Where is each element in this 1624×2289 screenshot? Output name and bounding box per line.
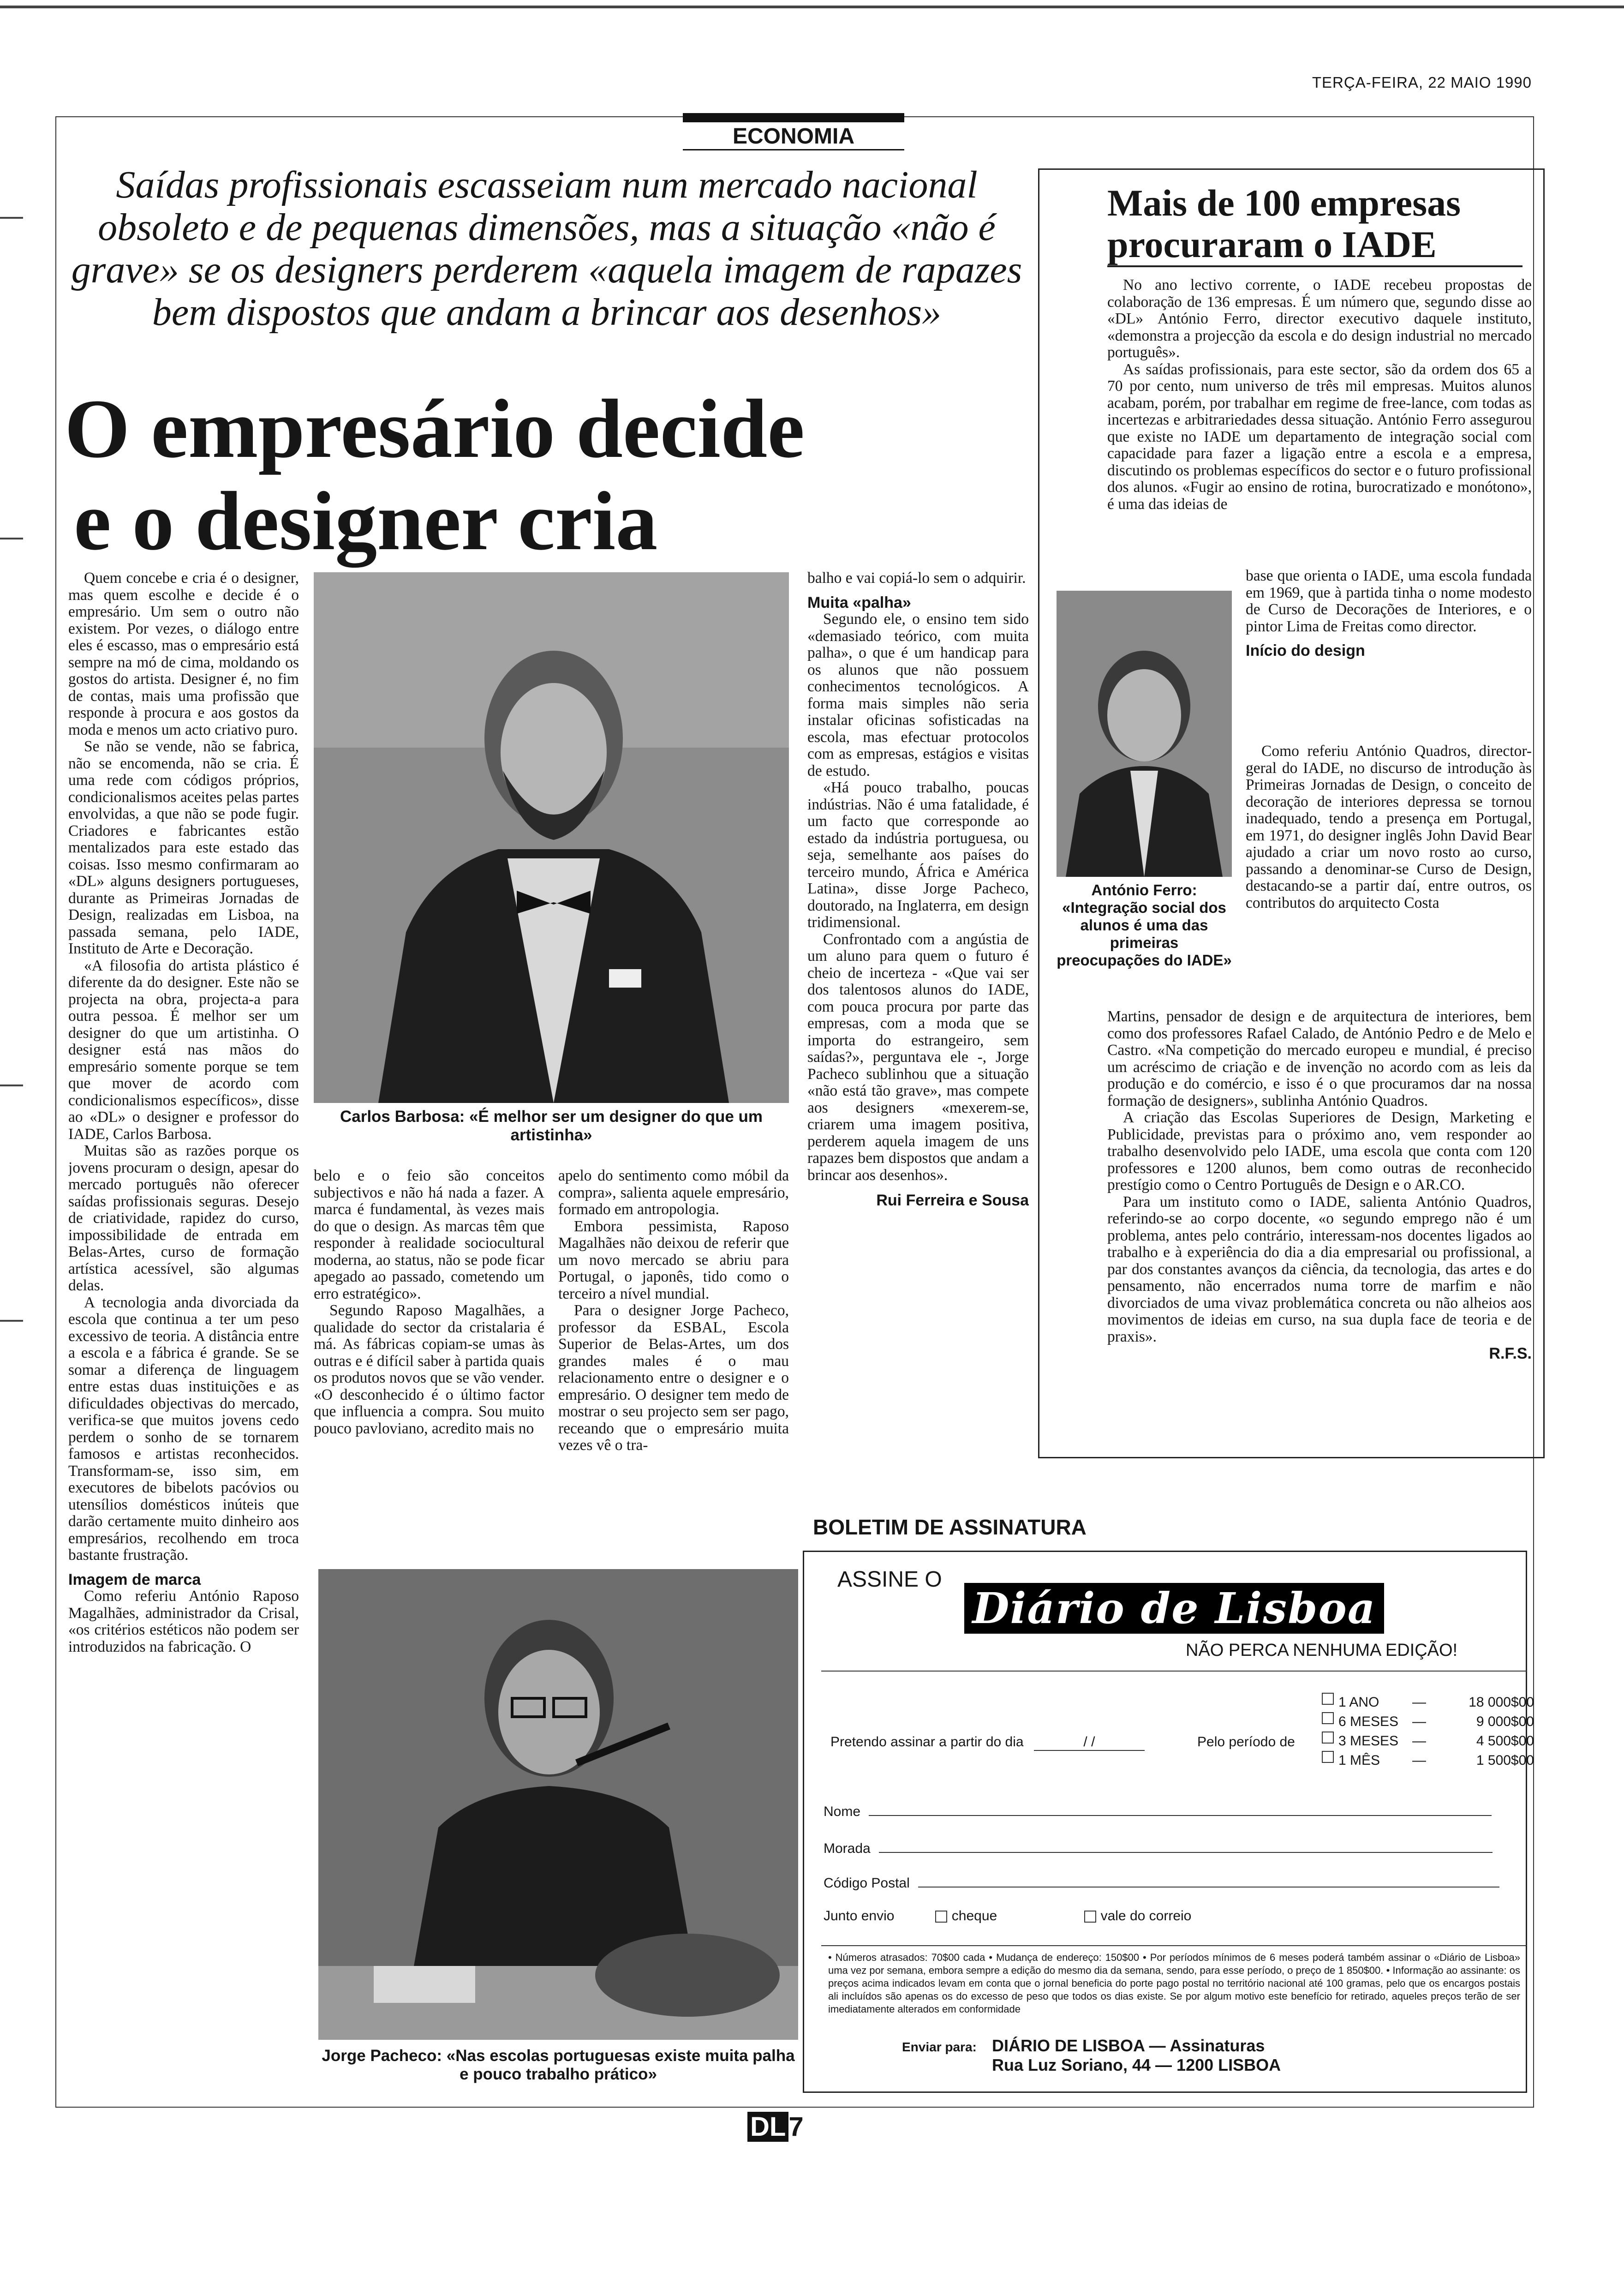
sidebar-title-rule xyxy=(1107,265,1522,267)
article-deck: Saídas profissionais escasseiam num mercado nacional obsoleto e de pequenas dimensões, mas a situação «não é grave» se os designers perderem «aquela imagem de rapazes bem dispostos que andam a brincar aos desenhos» xyxy=(71,163,1022,334)
vale-label: vale do correio xyxy=(1100,1908,1192,1923)
page-folio xyxy=(747,2111,804,2142)
margin-mark xyxy=(0,1085,23,1086)
paragraph: Para um instituto como o IADE, salienta António Quadros, referindo-se ao corpo docente, «o segundo emprego não é um problema, antes pelo contrário, interessam-nos docentes ligados ao trabalho e à experiência do dia a dia empresarial ou profissional, a par dos constantes avanços da ciência, da tecnologia, das artes e do pensamento, não encerrados numa torre de marfim e não divorciados de uma vivaz problemática concreta ou não alheios aos movimentos de ideias em curso, na sua dupla face de teoria e de praxis». xyxy=(1107,1193,1532,1345)
paragraph: Como referiu António Raposo Magalhães, administrador da Crisal, «os critérios estéticos não podem ser introduzidos na fabricação. O xyxy=(68,1588,299,1655)
paragraph: Martins, pensador de design e de arquitectura de interiores, bem como dos professores Rafael Calado, de António Pedro e de Melo e Castro. «Na competição do mercado europeu e mundial, é preciso um acréscimo de criação e de invenção no acordo com as leis da produção e do comércio, e isso é o que procuramos dar na nossa formação de designers», sublinha António Quadros. xyxy=(1107,1008,1532,1109)
diario-de-lisboa-logo: Diário de Lisboa xyxy=(964,1583,1384,1634)
paragraph: balho e vai copiá-lo sem o adquirir. xyxy=(807,570,1026,587)
subscription-assine: ASSINE O xyxy=(837,1567,942,1592)
paragraph: A tecnologia anda divorciada da escola que continua a ter um peso excessivo de teoria. A distância entre a escola e a fábrica é grande. Se se somar a diferença de linguagem entre estas duas instituições e as dificuldades objectivas do mercado, verifica-se que muitos jovens cedo perdem o sonho de se tornarem famosos e artistas reconhecidos. Transformam-se, isso sim, em executores de bibelots pacóvios ou utensílios domésticos inúteis que darão certamente muito dinheiro aos empresários, recolhendo em troca bastante frustração. xyxy=(68,1294,299,1564)
address-label: Morada xyxy=(824,1841,871,1856)
margin-mark xyxy=(0,217,23,219)
start-date-field[interactable]: / / xyxy=(1034,1734,1145,1751)
address-row xyxy=(824,1839,1529,1857)
checkbox-1-ano[interactable] xyxy=(1322,1693,1334,1705)
checkbox-6-meses[interactable] xyxy=(1322,1712,1334,1724)
subscription-title: BOLETIM DE ASSINATURA xyxy=(813,1515,1087,1539)
page-date: TERÇA-FEIRA, 22 MAIO 1990 xyxy=(1312,74,1532,91)
photo-caption-jorge-pacheco: Jorge Pacheco: «Nas escolas portuguesas existe muita palha e pouco trabalho prático» xyxy=(322,2047,795,2083)
name-field[interactable] xyxy=(869,1802,1492,1816)
paragraph: As saídas profissionais, para este sector, são da ordem dos 65 a 70 por cento, num universo de três mil empresas. Muitos alunos acabam, porém, por trabalhar em regime de free-lance, com todas as incertezas e arbitrariedades dessa situação. António Ferro assegurou que existe no IADE um departamento de integração social com capacidade para fazer a ligação entre a escola e a empresa, discutindo os problemas específicos do sector e o futuro profissional dos alunos. «Fugir ao ensino de rotina, burocratizado e monótono», é uma das ideias de xyxy=(1107,360,1532,513)
photo-antonio-ferro xyxy=(1057,591,1232,877)
paragraph: Se não se vende, não se fabrica, não se encomenda, não se cria. É uma rede com códigos próprios, condicionalismos aceites pelas partes envolvidas, a que não se pode fugir. Criadores e fabricantes estão mentalizados para este estado das coisas. Isso mesmo confirmaram ao «DL» alguns designers portugueses, durante as Primeiras Jornadas de Design, realizadas em Lisboa, na passada semana, pelo IADE, Instituto de Arte e Decoração. xyxy=(68,738,299,957)
checkbox-cheque[interactable] xyxy=(935,1911,947,1923)
period-options xyxy=(1322,1693,1534,1770)
subheading: Imagem de marca xyxy=(68,1570,201,1588)
paragraph: A criação das Escolas Superiores de Design, Marketing e Publicidade, previstas para o próximo ano, vem responder ao trabalho desenvolvido pelo IADE, uma escola que conta com 120 professores e 1200 alunos, bem como outras de reconhecido prestígio como o Centro Português de Design e o AR.CO. xyxy=(1107,1109,1532,1193)
paragraph: «A filosofia do artista plástico é diferente da do designer. Este não se projecta na obra, projecta-a para outra pessoa. É melhor ser um designer do que um artistinha. O designer está nas mãos do empresário somente porque se tem que mover de acordo com condicionalismos específicos», disse ao «DL» o designer e professor do IADE, Carlos Barbosa. xyxy=(68,957,299,1143)
form-divider xyxy=(821,1671,1527,1672)
address-field[interactable] xyxy=(879,1839,1493,1853)
subheading: Início do design xyxy=(1246,642,1365,659)
rubric-bar xyxy=(683,113,904,122)
sidebar-body-top xyxy=(1107,277,1532,568)
sidebar-title: Mais de 100 empresas procuraram o IADE xyxy=(1107,182,1461,265)
sidebar-body-right xyxy=(1246,568,1532,766)
period-label: Pelo período de xyxy=(1197,1734,1295,1750)
payment-row xyxy=(824,1908,1191,1924)
headline-line-1: O empresário decide xyxy=(65,383,805,475)
payment-label: Junto envio xyxy=(824,1908,895,1923)
checkbox-1-mes[interactable] xyxy=(1322,1751,1334,1763)
paragraph: belo e o feio são conceitos subjectivos e não há nada a fazer. A marca é fundamental, às vezes mais do que o design. As marcas têm que responder à realidade sociocultural moderna, ao status, não se pode ficar apegado ao passado, cometendo um erro estratégico». xyxy=(314,1168,544,1302)
postal-row xyxy=(824,1874,1529,1891)
postal-field[interactable] xyxy=(918,1874,1499,1888)
paragraph: base que orienta o IADE, uma escola fundada em 1969, que à partida tinha o nome modesto de Curso de Decorações de Interiores, e o pintor Lima de Freitas como director. xyxy=(1246,568,1532,635)
form-divider xyxy=(821,1945,1527,1946)
subheading: Muita «palha» xyxy=(807,593,911,611)
paragraph: Muitas são as razões porque os jovens procuram o design, apesar do mercado português não oferecer saídas profissionais seguras. Desejo de criatividade, rapidez do curso, impossibilidade de entrada em Belas-Artes, curso de formação artística acessível, são algumas delas. xyxy=(68,1142,299,1294)
checkbox-vale[interactable] xyxy=(1084,1911,1096,1923)
paragraph: apelo do sentimento como móbil da compra», salienta aquele empresário, formado em antropologia. xyxy=(558,1168,789,1218)
period-option[interactable]: 3 MESES — 4 500$00 xyxy=(1322,1732,1534,1751)
paragraph: Confrontado com a angústia de um aluno para quem o futuro é cheio de incerteza - «Que vai ser dos talentosos alunos do IADE, com pouca procura por parte das empresas, com a moda que se importa do estrangeiro, sem saídas?», perguntava ele -, Jorge Pacheco sublinhou que a situação «não está tão grave», mas compete aos designers «mexerem-se, criarem uma imagem positiva, perderem aquela imagem de uns rapazes bem dispostos que andam a brincar aos desenhos». xyxy=(807,930,1029,1184)
page-number: 7 xyxy=(788,2112,804,2142)
paragraph: Quem concebe e cria é o designer, mas quem escolhe e decide é o empresário. Um sem o outro não existem. Por vezes, o diálogo entre eles é escasso, mas o empresário está sempre na mó de cima, moldando os gostos do artista. Designer é, no fim de contas, mais uma profissão que responde à procura e aos gostos da moda e menos um acto criativo puro. xyxy=(68,570,299,738)
send-to-address: DIÁRIO DE LISBOA — Assinaturas Rua Luz Soriano, 44 — 1200 LISBOA xyxy=(992,2036,1281,2074)
sidebar-signature: R.F.S. xyxy=(1489,1345,1532,1362)
paragraph: Embora pessimista, Raposo Magalhães não deixou de referir que um novo mercado se abriu para Portugal, o japonês, tido como o terceiro a nível mundial. xyxy=(558,1217,789,1302)
checkbox-3-meses[interactable] xyxy=(1322,1732,1334,1744)
article-signature: Rui Ferreira e Sousa xyxy=(876,1192,1029,1209)
paragraph: Segundo Raposo Magalhães, a qualidade do sector da cristalaria é má. As fábricas copiam-se umas às outras e é difícil saber à partida quais os produtos novos que se vão vender. «O desconhecido é o último factor que influencia a compra. Sou muito pouco pavloviano, acredito mais no xyxy=(314,1302,544,1437)
margin-mark xyxy=(0,538,23,539)
name-row xyxy=(824,1802,1529,1820)
photo-carlos-barbosa xyxy=(314,572,789,1103)
photo-caption-antonio-ferro: António Ferro: «Integração social dos alunos é uma das primeiras preocupações do IADE» xyxy=(1057,881,1232,969)
subscription-notes: • Números atrasados: 70$00 cada • Mudança de endereço: 150$00 • Por períodos mínimos de 6 meses poderá também assinar o «Diário de Lisboa» uma vez por semana, embora sempre a edição do mesmo dia da semana, sendo, para esse período, o preço de 1 850$00. • Informação ao assinante: os preços acima indicados levam em conta que o jornal beneficia do porte pago postal no território nacional até 100 gramas, pelo que os encargos postais ali incluídos são apenas os do excesso de peso que todos os dias existe. Se por algum motivo este benefício for retirado, aqueles preços terão de ser imediatamente alterados em conformidade xyxy=(828,1952,1520,2015)
paragraph: Como referiu António Quadros, director-geral do IADE, no discurso de introdução às Primeiras Jornadas de Design, o conceito de decoração de interiores depressa se tornou inadequado, tendo a presença em Portugal, em 1971, do designer inglês John David Bear ajudado a criar um novo rosto ao curso, passando a denominar-se Curso de Design, destacando-se a partir daí, entre outros, os contributos do arquitecto Costa xyxy=(1246,743,1532,911)
send-to-label: Enviar para: xyxy=(902,2040,977,2054)
paragraph: Segundo ele, o ensino tem sido «demasiado teórico, com muita palha», o que é um handicap para os alunos que não possuem conhecimentos tecnológicos. A forma mais simples não seria instalar oficinas sofisticadas na escola, mas efectuar protocolos com as empresas, estágios e visitas de estudo. xyxy=(807,611,1029,779)
article-column-2 xyxy=(314,1168,544,1555)
period-option[interactable]: 1 MÊS — 1 500$00 xyxy=(1322,1751,1534,1770)
article-headline xyxy=(65,383,1033,568)
postal-label: Código Postal xyxy=(824,1876,910,1891)
start-date-row xyxy=(830,1734,1145,1751)
sidebar-body-bottom xyxy=(1107,1008,1532,1442)
section-rubric: ECONOMIA xyxy=(683,124,904,150)
folio-logo: DL xyxy=(747,2112,788,2142)
paragraph: «Há pouco trabalho, poucas indústrias. Não é uma fatalidade, é um facto que corresponde ao estado da indústria portuguesa, ou seja, semelhante aos países do terceiro mundo, África e América Latina», disse Jorge Pacheco, doutorado, na Inglaterra, em design tridimensional. xyxy=(807,779,1029,931)
sidebar-body-right-2 xyxy=(1246,743,1532,1006)
article-column-1 xyxy=(68,570,299,2079)
photo-jorge-pacheco xyxy=(318,1569,798,2040)
margin-mark xyxy=(0,1320,23,1322)
paragraph: No ano lectivo corrente, o IADE recebeu propostas de colaboração de 136 empresas. É um número que, segundo disse ao «DL» António Ferro, director executivo daquele instituto, «demonstra a projecção da escola e do design industrial no mercado português». xyxy=(1107,277,1532,361)
cheque-label: cheque xyxy=(951,1908,997,1923)
name-label: Nome xyxy=(824,1804,861,1819)
top-rule xyxy=(0,6,1624,8)
start-date-label: Pretendo assinar a partir do dia xyxy=(830,1734,1024,1750)
paragraph: Para o designer Jorge Pacheco, professor da ESBAL, Escola Superior de Belas-Artes, um dos grandes males é o mau relacionamento entre o designer e o empresário. O designer tem medo de mostrar o seu projecto sem ser pago, receando que o empresário muita vezes vê o tra- xyxy=(558,1302,789,1454)
headline-line-2: e o designer cria xyxy=(74,475,658,568)
article-column-3 xyxy=(558,1168,789,1555)
period-option[interactable]: 6 MESES — 9 000$00 xyxy=(1322,1712,1534,1732)
article-column-4 xyxy=(807,570,1029,1470)
subscription-slogan: NÃO PERCA NENHUMA EDIÇÃO! xyxy=(1186,1641,1458,1660)
period-option[interactable]: 1 ANO — 18 000$00 xyxy=(1322,1693,1534,1712)
photo-caption-carlos-barbosa: Carlos Barbosa: «É melhor ser um designer do que um artistinha» xyxy=(340,1108,763,1144)
